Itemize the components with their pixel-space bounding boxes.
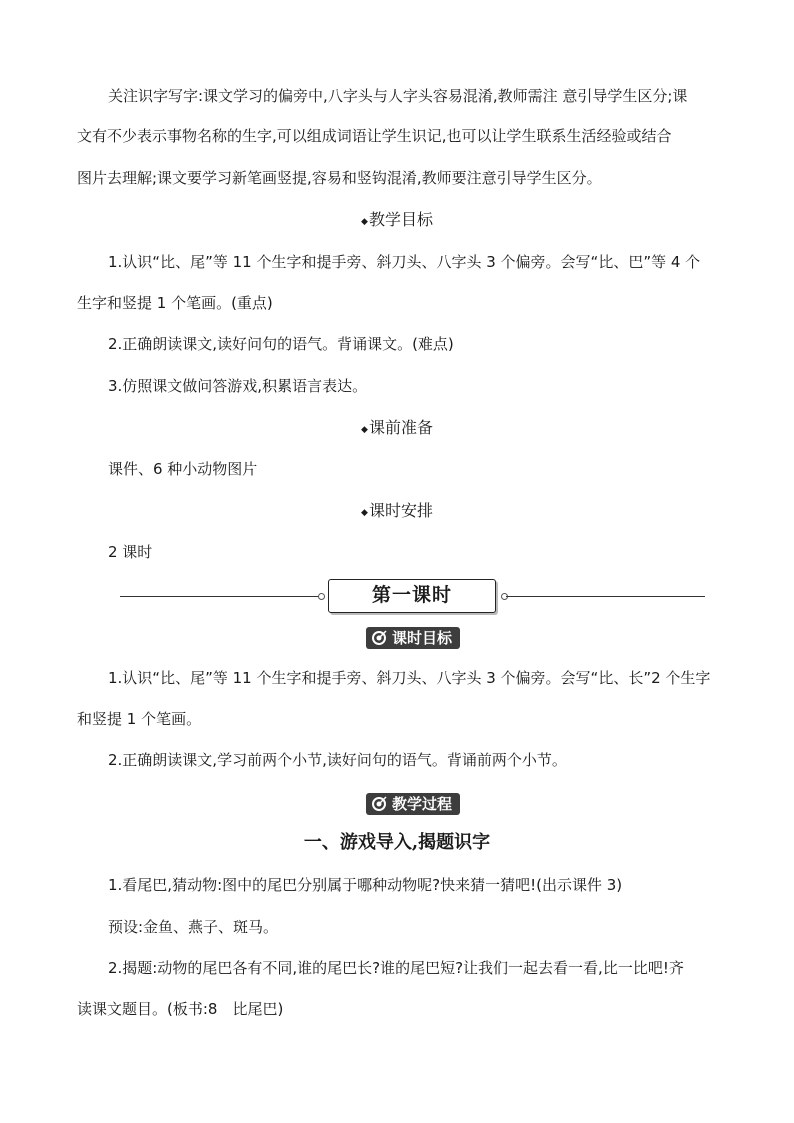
divider-line-left [120, 596, 324, 597]
goal-item-1-line-2: 生字和竖提 1 个笔画。(重点) [77, 294, 273, 312]
badge-lesson-goals-label: 课时目标 [392, 629, 453, 647]
step-2-line-1: 2.揭题:动物的尾巴各有不同,谁的尾巴长?谁的尾巴短?让我们一起去看一看,比一比吧!齐 [108, 959, 684, 977]
divider-dot-left [318, 593, 325, 600]
step-1-preset: 预设:金鱼、燕子、斑马。 [108, 918, 279, 936]
divider-line-right [506, 596, 705, 597]
intro-line-2: 文有不少表示事物名称的生字,可以组成词语让学生识记,也可以让学生联系生活经验或结合 [77, 127, 672, 145]
part-1-heading: 一、游戏导入,揭题识字 [303, 832, 491, 853]
section-heading-goals [0, 209, 794, 233]
section-heading-prep [0, 417, 794, 441]
badge-teaching-process [366, 793, 460, 815]
diamond-bullet-icon: ◆ [361, 425, 368, 435]
lesson-goal-1-line-1: 1.认识“比、尾”等 11 个生字和提手旁、斜刀头、八字头 3 个偏旁。会写“比、长”2 个生字 [108, 669, 711, 687]
intro-line-3: 图片去理解;课文要学习新笔画竖提,容易和竖钩混淆,教师要注意引导学生区分。 [77, 169, 602, 187]
intro-line-1: 关注识字写字:课文学习的偏旁中,八字头与人字头容易混淆,教师需注 意引导学生区分;课 [108, 87, 688, 105]
section-heading-schedule [0, 500, 794, 524]
section-title-prep: 课前准备 [368, 418, 433, 437]
prep-text: 课件、6 种小动物图片 [108, 460, 258, 478]
schedule-text: 2 课时 [108, 543, 153, 561]
goal-item-3: 3.仿照课文做问答游戏,积累语言表达。 [108, 377, 368, 395]
lesson-title-box: 第一课时 [328, 579, 496, 613]
step-2-line-2: 读课文题目。(板书:8 比尾巴) [77, 1000, 284, 1018]
badge-teaching-process-label: 教学过程 [392, 795, 453, 813]
diamond-bullet-icon: ◆ [361, 508, 368, 518]
lesson-goal-2: 2.正确朗读课文,学习前两个小节,读好问句的语气。背诵前两个小节。 [108, 751, 567, 769]
lesson-goal-1-line-2: 和竖提 1 个笔画。 [77, 710, 202, 728]
goal-item-2: 2.正确朗读课文,读好问句的语气。背诵课文。(难点) [108, 335, 454, 353]
badge-lesson-goals [366, 627, 460, 649]
target-icon [370, 629, 388, 647]
goal-item-1-line-1: 1.认识“比、尾”等 11 个生字和提手旁、斜刀头、八字头 3 个偏旁。会写“比、巴”等 4 个 [108, 253, 701, 271]
section-title-goals: 教学目标 [368, 210, 433, 229]
diamond-bullet-icon: ◆ [361, 217, 368, 227]
step-1: 1.看尾巴,猜动物:图中的尾巴分别属于哪种动物呢?快来猜一猜吧!(出示课件 3) [108, 876, 623, 894]
section-title-schedule: 课时安排 [368, 501, 433, 520]
target-icon [370, 795, 388, 813]
